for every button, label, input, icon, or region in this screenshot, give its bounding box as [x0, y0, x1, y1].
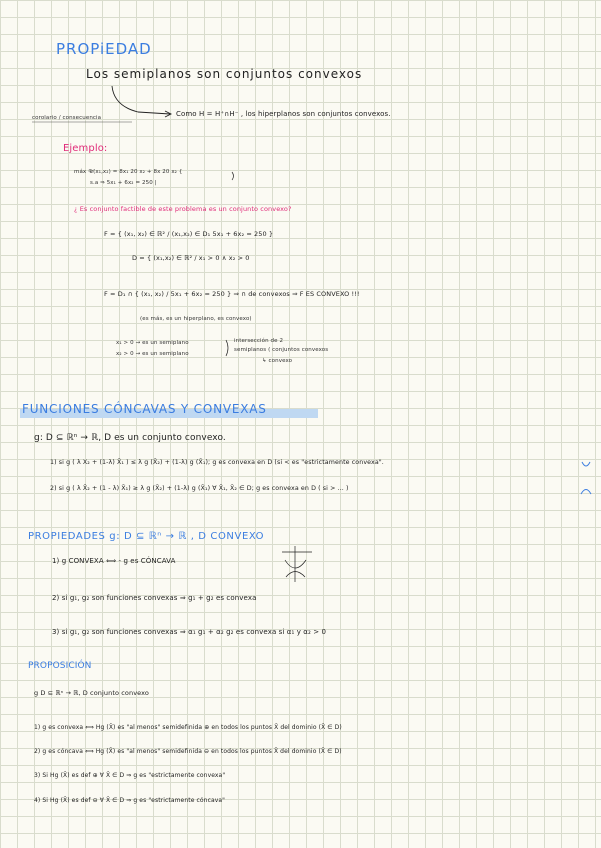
funciones-def: g: D ⊆ ℝⁿ → ℝ, D es un conjunto convexo.: [34, 433, 226, 443]
ejemplo-objective: máx 𝒰(x₁,x₂) = 8x₁ 20 x₂ + 8x 20 x₂ {: [74, 169, 183, 175]
feasible-set-conclusion: F = D₁ ∩ { (x₁, x₂) / 5x₁ + 6x₂ = 250 } ⇒ ∩ de convexos ⇒ F ES CONVEXO !!!: [104, 290, 360, 298]
semiplanos-bracket: [226, 340, 228, 356]
propiedades-title: PROPIEDADES g: D ⊆ ℝⁿ → ℝ , D CONVEXO: [28, 531, 265, 542]
propiedad-statement: Los semiplanos son conjuntos convexos: [86, 67, 363, 81]
proposicion-title: PROPOSICIÓN: [28, 661, 92, 671]
bracket-note-a: intersección de 2: [234, 338, 284, 344]
bracket-note-c: ↳ convexo: [262, 358, 293, 364]
funciones-title: FUNCIONES CÓNCAVAS Y CONVEXAS: [22, 402, 267, 416]
x1-semiplane: x₁ > 0 → es un semiplano: [116, 340, 189, 346]
ejemplo-brace: [232, 172, 234, 180]
corolario-label: corolario / consecuencia: [32, 115, 102, 121]
corolario-arrow: [112, 86, 170, 114]
funciones-item-2: 2) si g ( λ X̄₂ + (1 - λ) X̄₁) ≥ λ g (X̄₂) + (1-λ) g (X̄₁) ∀ X̄₁, X̄₂ ∈ D; g es convexa en D ( si > ... ): [50, 485, 349, 492]
ejemplo-constraint: s.a ⇒ 5x₁ + 6x₂ = 250 |: [90, 180, 157, 186]
feasible-set-def: F = { (x₁, x₂) ∈ ℝ² / (x₁,x₂) ∈ D₁ 5x₁ + 6x₂ = 250 }: [104, 230, 274, 238]
propiedad-title: PROPiEDAD: [56, 40, 152, 58]
corolario-text: Como H = H⁺∩H⁻ , los hiperplanos son conjuntos convexos.: [176, 110, 391, 118]
proposicion-item-1: 1) g es convexa ⟺ Hg (X̄) es "al menos" semidefinida ⊕ en todos los puntos X̄ del dominio (X̄ ∈ D): [34, 724, 342, 731]
concavity-sketch-icon: [282, 546, 312, 582]
proposicion-item-3: 3) Si Hg (X̄) es def ⊕ ∀ X̄ ∈ D ⇒ g es "estrictamente convexa": [34, 772, 226, 779]
proposicion-item-2: 2) g es cóncava ⟺ Hg (X̄) es "al menos" semidefinida ⊖ en todos los puntos X̄ del dominio (X̄ ∈ D): [34, 748, 342, 755]
concave-curve-icon: [581, 490, 591, 495]
x2-semiplane: x₂ > 0 → es un semiplano: [116, 351, 189, 357]
propiedad-1: 1) g CONVEXA ⟺ - g es CÓNCAVA: [52, 557, 176, 565]
convex-curve-icon: [582, 462, 590, 466]
propiedad-2: 2) si g₁, g₂ son funciones convexas ⇒ g₁ + g₂ es convexa: [52, 594, 257, 602]
domain-def: D = { (x₁,x₂) ∈ ℝ² / x₁ > 0 ∧ x₂ > 0: [132, 254, 250, 262]
propiedad-3: 3) si g₁, g₂ son funciones convexas ⇒ α₁ g₁ + α₂ g₂ es convexa si α₁ y α₂ > 0: [52, 628, 327, 636]
bracket-note-b: semiplanos ( conjuntos convexos: [234, 347, 329, 353]
proposicion-def: g D ⊆ ℝⁿ → ℝ, D conjunto convexo: [34, 689, 149, 697]
hyperplane-note: (es más, es un hiperplano, es convexo): [140, 316, 252, 322]
ejemplo-question: ¿ Es conjunto factible de este problema es un conjunto convexo?: [74, 205, 292, 213]
ejemplo-title: Ejemplo:: [63, 143, 108, 154]
proposicion-item-4: 4) Si Hg (X̄) es def ⊖ ∀ X̄ ∈ D ⇒ g es "estrictamente cóncava": [34, 797, 226, 804]
funciones-item-1: 1) si g ( λ X₂ + (1-λ) X̄₁ ) ≤ λ g (X̄₂) + (1-λ) g (X̄₁); g es convexa en D (si < es "estrictamente convexa".: [50, 459, 384, 466]
